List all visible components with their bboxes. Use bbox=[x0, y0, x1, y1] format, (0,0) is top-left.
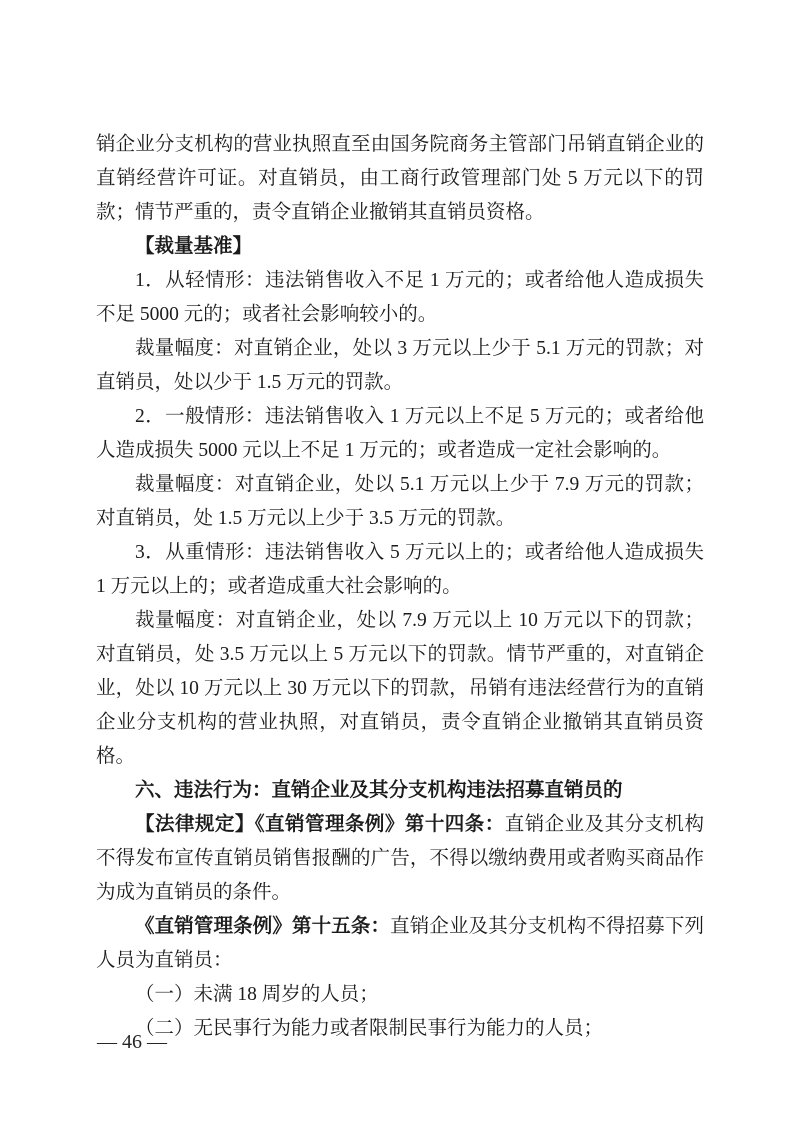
text-run: 直销企业及其分支机构不得发布宣传直销员销售报酬的广告，不得以缴纳费用或者购买商品作为成为直销员的条件。 bbox=[96, 814, 704, 903]
text-run: 裁量幅度：对直销企业，处以 3 万元以上少于 5.1 万元的罚款；对直销员，处以少于 1.5 万元的罚款。 bbox=[96, 338, 704, 393]
text-run: 销企业分支机构的营业执照直至由国务院商务主管部门吊销直销企业的直销经营许可证。对直销员，由工商行政管理部门处 5 万元以下的罚款；情节严重的，责令直销企业撤销其直销员资格。 bbox=[96, 134, 704, 223]
text-run: 【法律规定】《直销管理条例》第十四条： bbox=[135, 814, 505, 835]
para-item-two bbox=[96, 1012, 704, 1046]
document-body bbox=[96, 128, 704, 1046]
text-run: 3．从重情形：违法销售收入 5 万元以上的；或者给他人造成损失 1 万元以上的；或者造成重大社会影响的。 bbox=[96, 542, 704, 597]
heading-section-six bbox=[96, 774, 704, 808]
para-legal-provision-art14 bbox=[96, 808, 704, 910]
text-run: 六、违法行为：直销企业及其分支机构违法招募直销员的 bbox=[135, 780, 623, 801]
page-footer bbox=[97, 1030, 167, 1054]
text-run: （二）无民事行为能力或者限制民事行为能力的人员； bbox=[135, 1018, 604, 1039]
text-run: 2．一般情形：违法销售收入 1 万元以上不足 5 万元的；或者给他人造成损失 5000 元以上不足 1 万元的；或者造成一定社会影响的。 bbox=[96, 406, 704, 461]
text-run: 【裁量基准】 bbox=[135, 236, 253, 257]
para-severe-circumstance bbox=[96, 536, 704, 604]
para-lenient-circumstance bbox=[96, 264, 704, 332]
para-general-circumstance bbox=[96, 400, 704, 468]
para-discretion-basis-label bbox=[96, 230, 704, 264]
text-run: 直销企业及其分支机构不得招募下列人员为直销员： bbox=[96, 916, 704, 971]
para-lenient-range bbox=[96, 332, 704, 400]
para-continuation bbox=[96, 128, 704, 230]
para-general-range bbox=[96, 468, 704, 536]
page-number: — 46 — bbox=[97, 1031, 167, 1053]
para-item-one bbox=[96, 978, 704, 1012]
para-severe-range bbox=[96, 604, 704, 774]
text-run: 《直销管理条例》第十五条： bbox=[135, 916, 391, 937]
text-run: （一）未满 18 周岁的人员； bbox=[135, 984, 379, 1005]
text-run: 1．从轻情形：违法销售收入不足 1 万元的；或者给他人造成损失不足 5000 元的；或者社会影响较小的。 bbox=[96, 270, 704, 325]
text-run: 裁量幅度：对直销企业，处以 5.1 万元以上少于 7.9 万元的罚款；对直销员，处 1.5 万元以上少于 3.5 万元的罚款。 bbox=[96, 474, 704, 529]
para-legal-provision-art15 bbox=[96, 910, 704, 978]
text-run: 裁量幅度：对直销企业，处以 7.9 万元以上 10 万元以下的罚款；对直销员，处 3.5 万元以上 5 万元以下的罚款。情节严重的，对直销企业，处以 10 万元以上 30 万元以下的罚款，吊销有违法经营行为的直销企业分支机构的营业执照，对直销员，责令直销企业撤销其直销员资格。 bbox=[96, 610, 704, 767]
